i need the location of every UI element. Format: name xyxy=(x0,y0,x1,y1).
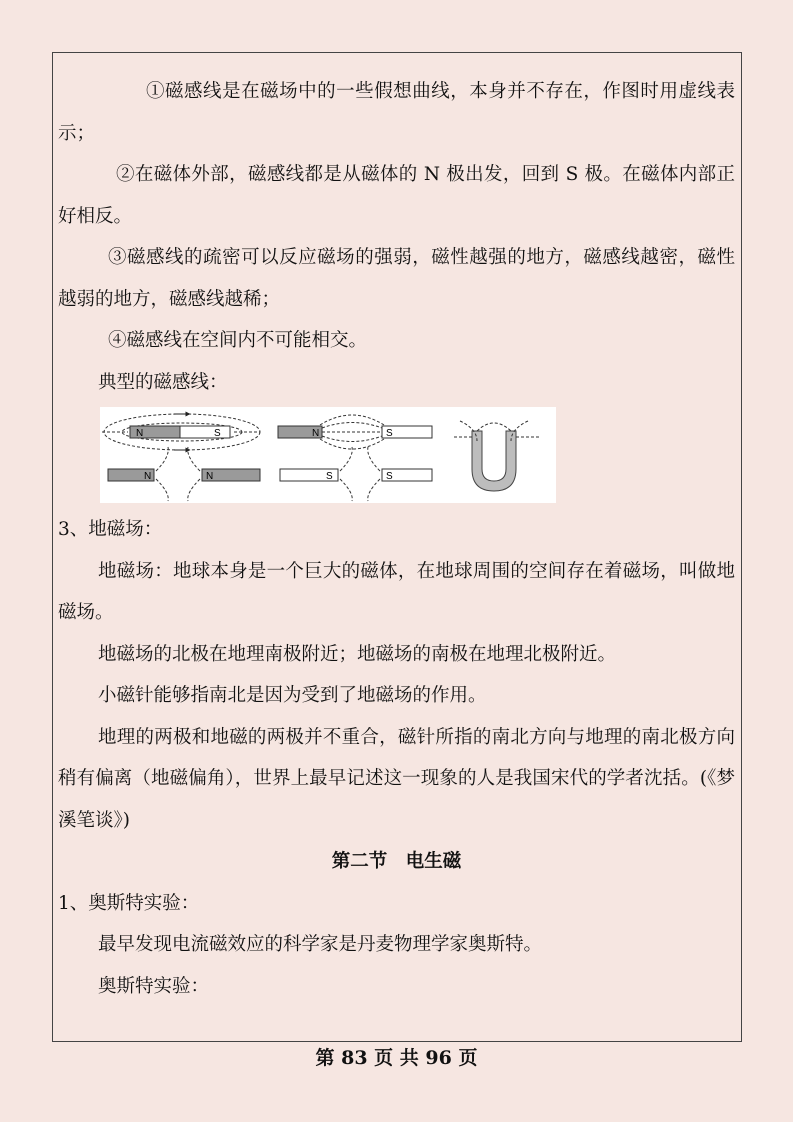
field-lines-illustration xyxy=(100,407,556,503)
paragraph-geomagnetic-poles: 地磁场的北极在地理南极附近；地磁场的南极在地理北极附近。 xyxy=(98,643,617,665)
paragraph-field-lines-no-cross: ④磁感线在空间内不可能相交。 xyxy=(108,330,368,351)
s-pole-label: S xyxy=(386,471,393,482)
section-title-geomagnetic: 3、地磁场： xyxy=(58,519,163,540)
page-number-footer: 第 83 页 共 96 页 xyxy=(315,1047,478,1069)
n-pole-label: N xyxy=(136,428,144,439)
bar-magnet-diagram xyxy=(102,414,260,450)
paragraph-field-lines-imaginary: ①磁感线是在磁场中的一些假想曲线，本身并不存在，作图时用虚线表示； xyxy=(58,81,735,144)
page-frame xyxy=(52,52,742,1042)
n-pole-label: N xyxy=(312,428,320,439)
paragraph-field-lines-direction: ②在磁体外部，磁感线都是从磁体的 N 极出发，回到 S 极。在磁体内部正好相反。 xyxy=(58,164,735,227)
like-poles-n-diagram xyxy=(108,447,260,501)
paragraph-compass: 小磁针能够指南北是因为受到了地磁场的作用。 xyxy=(98,685,487,706)
n-pole-label: N xyxy=(144,471,152,482)
paragraph-oersted-discovery: 最早发现电流磁效应的科学家是丹麦物理学家奥斯特。 xyxy=(98,934,543,955)
paragraph-geomagnetic-definition: 地磁场：地球本身是一个巨大的磁体，在地球周围的空间存在着磁场，叫做地磁场。 xyxy=(58,560,735,623)
section-title-oersted: 1、奥斯特实验： xyxy=(58,892,200,914)
n-pole-label: N xyxy=(206,471,214,482)
opposite-poles-diagram xyxy=(278,415,432,449)
like-poles-s-diagram xyxy=(280,447,432,501)
typical-field-lines-figure xyxy=(100,407,556,503)
horseshoe-magnet-diagram xyxy=(454,421,540,491)
paragraph-typical-lines: 典型的磁感线： xyxy=(98,371,228,393)
paragraph-field-lines-density: ③磁感线的疏密可以反应磁场的强弱，磁性越强的地方，磁感线越密，磁性越弱的地方，磁感线越稀； xyxy=(58,247,735,310)
page-content xyxy=(58,71,735,1007)
s-pole-label: S xyxy=(326,471,333,482)
s-pole-label: S xyxy=(214,428,221,439)
paragraph-oersted-experiment: 奥斯特实验： xyxy=(98,975,210,997)
s-pole-label: S xyxy=(386,428,393,439)
section-heading: 第二节 电生磁 xyxy=(331,851,462,872)
paragraph-declination: 地理的两极和地磁的两极并不重合，磁针所指的南北方向与地理的南北极方向稍有偏离（地磁偏角），世界上最早记述这一现象的人是我国宋代的学者沈括。(《梦溪笔谈》) xyxy=(58,726,735,831)
